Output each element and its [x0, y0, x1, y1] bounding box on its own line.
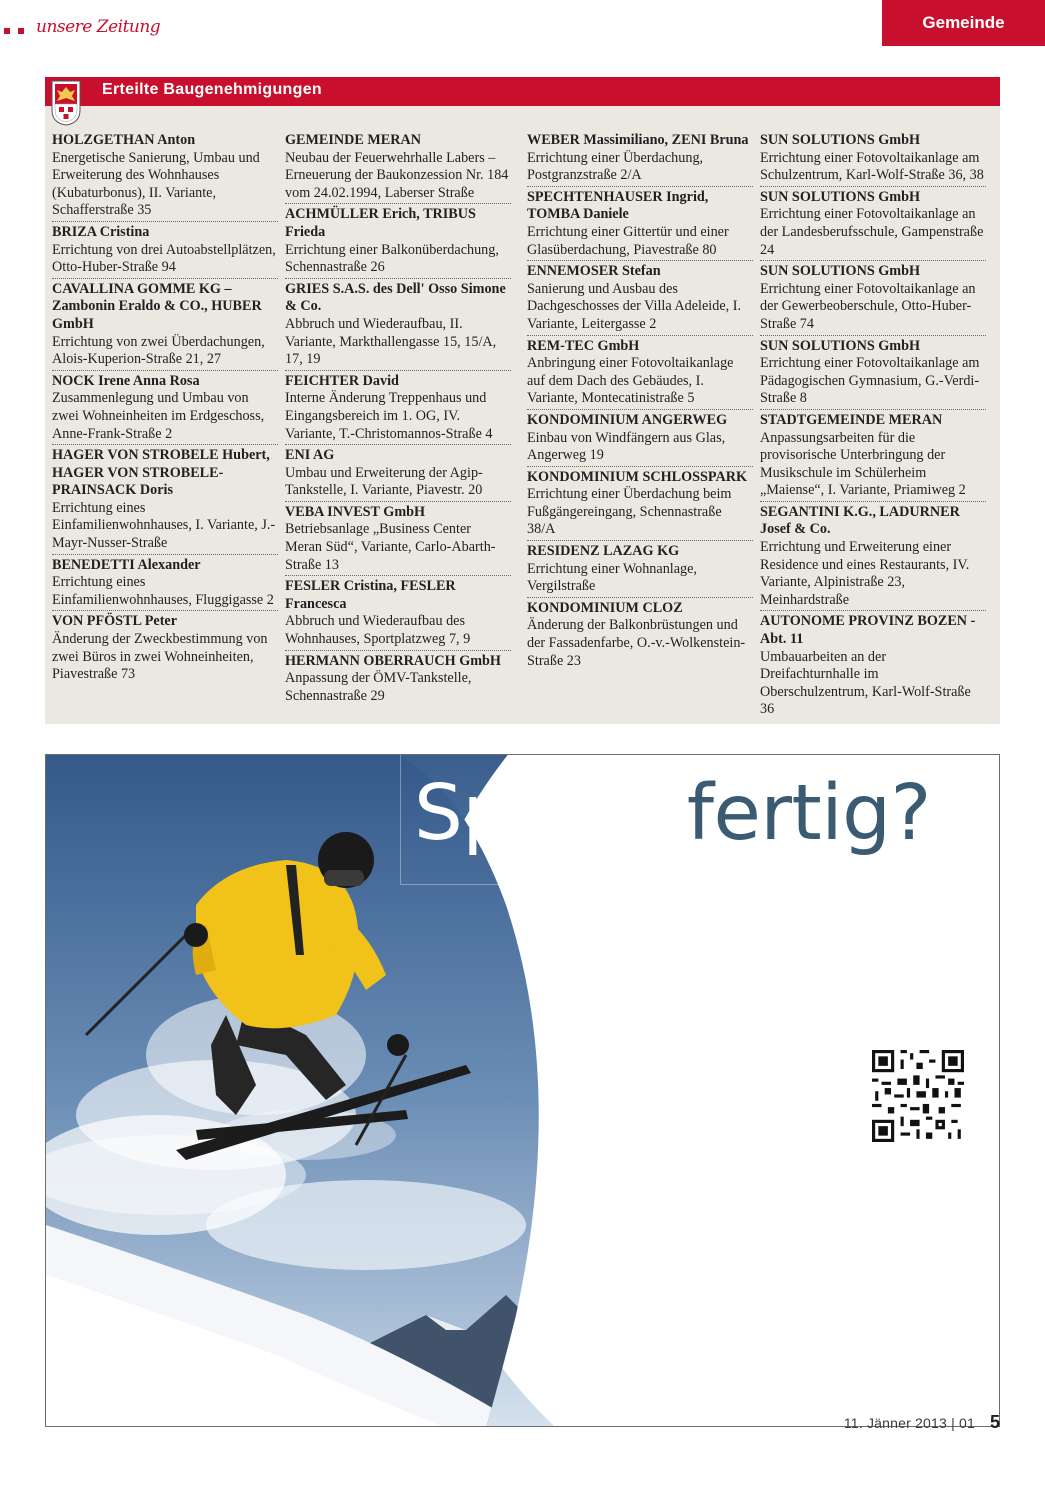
permit-entry	[52, 373, 278, 445]
permit-entry	[285, 281, 511, 371]
permit-description: Änderung der Zweckbestimmung von zwei Büros in zwei Wohneinheiten, Piavestraße 73	[52, 631, 268, 683]
permits-column-2	[285, 132, 511, 708]
permit-applicant: GEMEINDE MERAN	[285, 132, 421, 148]
permit-entry	[760, 132, 986, 187]
permit-entry	[285, 653, 511, 707]
permit-description: Interne Änderung Treppenhaus und Eingangsbereich im 1. OG, IV. Variante, T.-Christomannos-Straße 4	[285, 390, 493, 442]
permit-description: Umbau und Erweiterung der Agip-Tankstelle, I. Variante, Piavestr. 20	[285, 464, 483, 499]
permit-description: Abbruch und Wiederaufbau des Wohnhauses, Sportplatzweg 7, 9	[285, 613, 471, 648]
permit-entry	[760, 263, 986, 335]
permit-applicant: SEGANTINI K.G., LADURNER Josef & Co.	[760, 503, 960, 538]
permit-entry	[527, 338, 753, 410]
permit-entry	[527, 263, 753, 335]
permit-entry	[760, 613, 986, 720]
permits-column-4	[760, 132, 986, 722]
permit-applicant: FEICHTER David	[285, 372, 399, 389]
permit-description: Errichtung von drei Autoabstellplätzen, Otto-Huber-Straße 94	[52, 241, 276, 276]
decorative-dots	[4, 28, 24, 34]
permit-entry	[285, 447, 511, 502]
permit-description: Errichtung einer Fotovoltaikanlage am Pädagogischen Gymnasium, G.-Verdi-Straße 8	[760, 355, 980, 407]
permit-description: Errichtung von zwei Überdachungen, Alois-Kuperion-Straße 21, 27	[52, 333, 265, 368]
permit-entry	[527, 189, 753, 261]
permit-entry	[760, 412, 986, 502]
permit-description: Abbruch und Wiederaufbau, II. Variante, Markthallengasse 15, 15/A, 17, 19	[285, 315, 497, 368]
permit-description: Anpassungsarbeiten für die provisorische Unterbringung der Musikschule im Schülerheim „Maiense“, I. Variante, Priamiweg 2	[760, 429, 966, 499]
permit-applicant: AUTONOME PROVINZ BOZEN - Abt. 11	[760, 613, 976, 648]
permit-applicant: SPECHTENHAUSER Ingrid, TOMBA Daniele	[527, 188, 709, 223]
permit-applicant: ENI AG	[285, 447, 335, 464]
ad-headline	[414, 769, 931, 858]
permit-description: Anbringung einer Fotovoltaikanlage auf dem Dach des Gebäudes, I. Variante, Montecatinistraße 5	[527, 355, 734, 407]
permit-description: Errichtung einer Überdachung, Postgranzstraße 2/A	[527, 149, 704, 184]
page-number: 5	[990, 1412, 1001, 1432]
permit-applicant: KONDOMINIUM SCHLOSSPARK	[527, 468, 748, 485]
permit-applicant: NOCK Irene Anna Rosa	[52, 372, 200, 389]
permit-applicant: WEBER Massimiliano, ZENI Bruna	[527, 132, 749, 148]
permit-description: Errichtung einer Fotovoltaikanlage an der Landesberufsschule, Gampenstraße 24	[760, 206, 984, 258]
permit-applicant: HOLZGETHAN Anton	[52, 132, 196, 148]
permit-applicant: CAVALLINA GOMME KG – Zambonin Eraldo & CO., HUBER GmbH	[52, 280, 262, 332]
permit-entry	[760, 504, 986, 612]
permit-entry	[52, 132, 278, 222]
permit-entry	[52, 281, 278, 371]
permit-description: Errichtung eines Einfamilienwohnhauses, I. Variante, J.-Mayr-Nusser-Straße	[52, 499, 276, 552]
permit-applicant: REM-TEC GmbH	[527, 337, 640, 354]
permit-description: Sanierung und Ausbau des Dachgeschosses der Villa Adeleide, I. Variante, Leitergasse 2	[527, 280, 741, 332]
headline-part-2: fertig?	[686, 769, 931, 858]
permit-applicant: GRIES S.A.S. des Dell' Osso Simone & Co.	[285, 280, 506, 315]
permit-applicant: SUN SOLUTIONS GmbH	[760, 188, 921, 205]
permits-box	[45, 77, 1000, 724]
issue-date: 11. Jänner 2013 | 01	[843, 1415, 975, 1431]
permit-entry	[527, 132, 753, 187]
permit-applicant: SUN SOLUTIONS GmbH	[760, 263, 921, 280]
permit-entry	[285, 132, 511, 204]
permit-entry	[527, 600, 753, 671]
permit-applicant: ACHMÜLLER Erich, TRIBUS Frieda	[285, 206, 476, 240]
permit-applicant: STADTGEMEINDE MERAN	[760, 411, 943, 428]
permit-entry	[285, 373, 511, 445]
permit-applicant: RESIDENZ LAZAG KG	[527, 543, 680, 560]
permit-applicant: HAGER VON STROBELE Hubert, HAGER VON STROBELE-PRAINSACK Doris	[52, 447, 270, 499]
permits-title: Erteilte Baugenehmigungen	[102, 81, 322, 98]
permit-entry	[760, 338, 986, 410]
permit-entry	[285, 206, 511, 278]
permit-description: Anpassung der ÖMV-Tankstelle, Schennastraße 29	[285, 670, 472, 704]
permit-description: Errichtung einer Balkonüberdachung, Schennastraße 26	[285, 241, 499, 276]
section-tab: Gemeinde	[882, 0, 1045, 46]
permit-entry	[527, 412, 753, 467]
permit-entry	[285, 504, 511, 576]
permit-description: Errichtung einer Fotovoltaikanlage am Schulzentrum, Karl-Wolf-Straße 36, 38	[760, 149, 984, 184]
permit-applicant: BRIZA Cristina	[52, 223, 150, 240]
qr-code-icon[interactable]	[872, 1050, 964, 1142]
permit-description: Zusammenlegung und Umbau von zwei Wohneinheiten im Erdgeschoss, Anne-Frank-Straße 2	[52, 390, 265, 442]
publication-logo: unsere Zeitung	[36, 17, 161, 37]
permit-entry	[52, 613, 278, 684]
permit-entry	[527, 469, 753, 541]
permits-column-1	[52, 132, 278, 687]
permit-description: Einbau von Windfängern aus Glas, Angerweg 19	[527, 429, 726, 464]
permit-description: Errichtung einer Wohnanlage, Vergilstraße	[527, 560, 697, 595]
advertisement	[45, 754, 1000, 1427]
permits-column-3	[527, 132, 753, 673]
permit-entry	[52, 557, 278, 612]
permit-description: Umbauarbeiten an der Dreifachturnhalle im Oberschulzentrum, Karl-Wolf-Straße 36	[760, 648, 971, 718]
permit-entry	[285, 578, 511, 650]
permit-description: Betriebsanlage „Business Center Meran Süd“, Variante, Carlo-Abarth-Straße 13	[285, 521, 496, 573]
permit-entry	[760, 189, 986, 261]
permit-applicant: VEBA INVEST GmbH	[285, 503, 426, 520]
permit-description: Errichtung einer Gittertür und einer Glasüberdachung, Piavestraße 80	[527, 223, 729, 258]
permit-applicant: SUN SOLUTIONS GmbH	[760, 337, 921, 354]
permit-applicant: KONDOMINIUM ANGERWEG	[527, 411, 728, 428]
permit-description: Errichtung einer Überdachung beim Fußgängereingang, Schennastraße 38/A	[527, 486, 732, 538]
permit-description: Errichtung und Erweiterung einer Residence und eines Restaurants, IV. Variante, Alpinistraße 23, Meinhardstraße	[760, 539, 970, 608]
coat-of-arms-icon	[51, 80, 81, 126]
headline-part-1: Sprung	[414, 769, 687, 858]
permit-applicant: SUN SOLUTIONS GmbH	[760, 132, 921, 148]
permit-applicant: ENNEMOSER Stefan	[527, 263, 661, 280]
permit-entry	[52, 224, 278, 279]
permit-applicant: VON PFÖSTL Peter	[52, 613, 178, 630]
permit-description: Änderung der Balkonbrüstungen und der Fassadenfarbe, O.-v.-Wolkenstein-Straße 23	[527, 617, 746, 669]
permit-applicant: HERMANN OBERRAUCH GmbH	[285, 652, 501, 669]
permit-description: Errichtung einer Fotovoltaikanlage an der Gewerbeoberschule, Otto-Huber-Straße 74	[760, 280, 976, 332]
permit-description: Energetische Sanierung, Umbau und Erweiterung des Wohnhauses (Kubaturbonus), II. Variante, Schafferstraße 35	[52, 149, 260, 219]
permit-applicant: BENEDETTI Alexander	[52, 556, 201, 573]
permit-description: Errichtung eines Einfamilienwohnhauses, Fluggigasse 2	[52, 574, 274, 608]
permit-applicant: KONDOMINIUM CLOZ	[527, 599, 683, 616]
permit-entry	[527, 543, 753, 598]
permit-entry	[52, 447, 278, 555]
permit-description: Neubau der Feuerwehrhalle Labers – Erneuerung der Baukonzession Nr. 184 vom 24.02.1994, Laberser Straße	[285, 149, 509, 201]
permit-applicant: FESLER Cristina, FESLER Francesca	[285, 578, 456, 612]
